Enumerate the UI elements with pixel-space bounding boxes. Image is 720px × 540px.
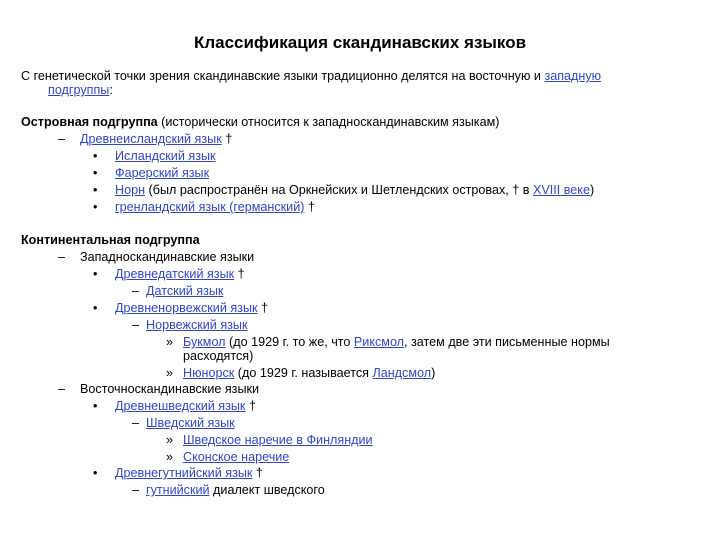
dagger: † xyxy=(225,132,233,146)
dagger: † xyxy=(255,466,263,480)
link-old-norwegian[interactable]: Древненорвежский язык xyxy=(115,301,258,315)
list-item xyxy=(132,284,223,298)
link-old-danish[interactable]: Древнедатский язык xyxy=(115,267,235,281)
list-item xyxy=(93,399,256,413)
dagger: † xyxy=(261,301,269,315)
dash-marker: – xyxy=(58,382,66,396)
list-item xyxy=(93,149,216,163)
raquo-marker: » xyxy=(166,450,174,464)
list-item xyxy=(132,318,247,332)
raquo-marker: » xyxy=(166,366,174,380)
list-item xyxy=(58,132,232,146)
raquo-marker: » xyxy=(166,433,174,447)
bullet-marker: • xyxy=(93,466,98,480)
dash-marker: – xyxy=(132,318,140,332)
link-subgroups[interactable]: подгруппы xyxy=(48,83,110,97)
list-item xyxy=(58,250,254,264)
list-item xyxy=(166,433,373,447)
list-item xyxy=(93,301,268,315)
norn-note: (был распространён на Оркнейских и Шетлендских островах, † в xyxy=(145,183,533,197)
nynorsk-end: ) xyxy=(431,366,436,380)
island-heading: Островная подгруппа xyxy=(21,115,158,129)
link-icelandic[interactable]: Исландский язык xyxy=(115,149,216,163)
link-greenlandic[interactable]: гренландский язык (германский) xyxy=(115,200,305,214)
bullet-marker: • xyxy=(93,166,98,180)
island-note: (исторически относится к западноскандинавским языкам) xyxy=(157,115,500,129)
bokmal-note-3: расходятся) xyxy=(183,349,254,363)
list-item xyxy=(58,382,259,396)
bullet-marker: • xyxy=(93,267,98,281)
list-item xyxy=(93,466,263,480)
nynorsk-note: (до 1929 г. называется xyxy=(234,366,373,380)
list-item xyxy=(93,166,209,180)
list-item xyxy=(166,366,435,380)
link-norn[interactable]: Норн xyxy=(115,183,146,197)
bullet-marker: • xyxy=(93,399,98,413)
dash-marker: – xyxy=(132,483,140,497)
list-item xyxy=(93,267,245,281)
bokmal-note: (до 1929 г. то же, что xyxy=(225,335,354,349)
intro-line xyxy=(21,69,601,83)
bullet-marker: • xyxy=(93,301,98,315)
link-old-norse[interactable]: Древнеисландский язык xyxy=(80,132,222,146)
link-riksmal[interactable]: Риксмол xyxy=(353,335,405,349)
list-item xyxy=(166,450,289,464)
raquo-marker: » xyxy=(166,335,174,349)
link-swedish[interactable]: Шведский язык xyxy=(146,416,235,430)
list-item-continuation xyxy=(183,349,253,363)
intro-text: С генетической точки зрения скандинавские языки традиционно делятся на восточную и xyxy=(21,69,545,83)
link-finland-swedish[interactable]: Шведское наречие в Финляндии xyxy=(183,433,373,447)
link-old-swedish[interactable]: Древнешведский язык xyxy=(115,399,246,413)
list-item xyxy=(166,335,610,349)
link-scanian[interactable]: Сконское наречие xyxy=(183,450,290,464)
link-west[interactable]: западную xyxy=(544,69,602,83)
dash-marker: – xyxy=(132,416,140,430)
dagger: † xyxy=(248,399,256,413)
dash-marker: – xyxy=(58,132,66,146)
list-item xyxy=(93,183,594,197)
bullet-marker: • xyxy=(93,183,98,197)
link-norwegian[interactable]: Норвежский язык xyxy=(146,318,248,332)
list-item xyxy=(93,200,315,214)
norn-end: ) xyxy=(589,183,595,197)
intro-line-2 xyxy=(48,83,113,97)
link-landsmal[interactable]: Ландсмол xyxy=(372,366,432,380)
east-scandinavian: Восточноскандинавские языки xyxy=(80,382,260,396)
link-faroese[interactable]: Фарерский язык xyxy=(115,166,210,180)
list-item xyxy=(132,483,325,497)
list-item xyxy=(132,416,235,430)
continental-heading-line xyxy=(21,233,200,247)
dash-marker: – xyxy=(58,250,66,264)
island-heading-line xyxy=(21,115,499,129)
bullet-marker: • xyxy=(93,149,98,163)
link-nynorsk[interactable]: Нюнорск xyxy=(183,366,235,380)
link-old-gutnish[interactable]: Древнегутнийский язык xyxy=(115,466,253,480)
dash-marker: – xyxy=(132,284,140,298)
link-bokmal[interactable]: Букмол xyxy=(183,335,226,349)
link-gutnish[interactable]: гутнийский xyxy=(146,483,210,497)
gutnish-note: диалект шведского xyxy=(209,483,325,497)
continental-heading: Континентальная подгруппа xyxy=(21,233,200,247)
page-title: Классификация скандинавских языков xyxy=(193,33,527,52)
west-scandinavian: Западноскандинавские языки xyxy=(80,250,255,264)
dagger: † xyxy=(307,200,315,214)
bokmal-note-2: , затем две эти письменные нормы xyxy=(404,335,610,349)
link-18th-century[interactable]: XVIII веке xyxy=(532,183,590,197)
link-danish[interactable]: Датский язык xyxy=(146,284,224,298)
intro-colon: : xyxy=(109,83,113,97)
dagger: † xyxy=(237,267,245,281)
bullet-marker: • xyxy=(93,200,98,214)
